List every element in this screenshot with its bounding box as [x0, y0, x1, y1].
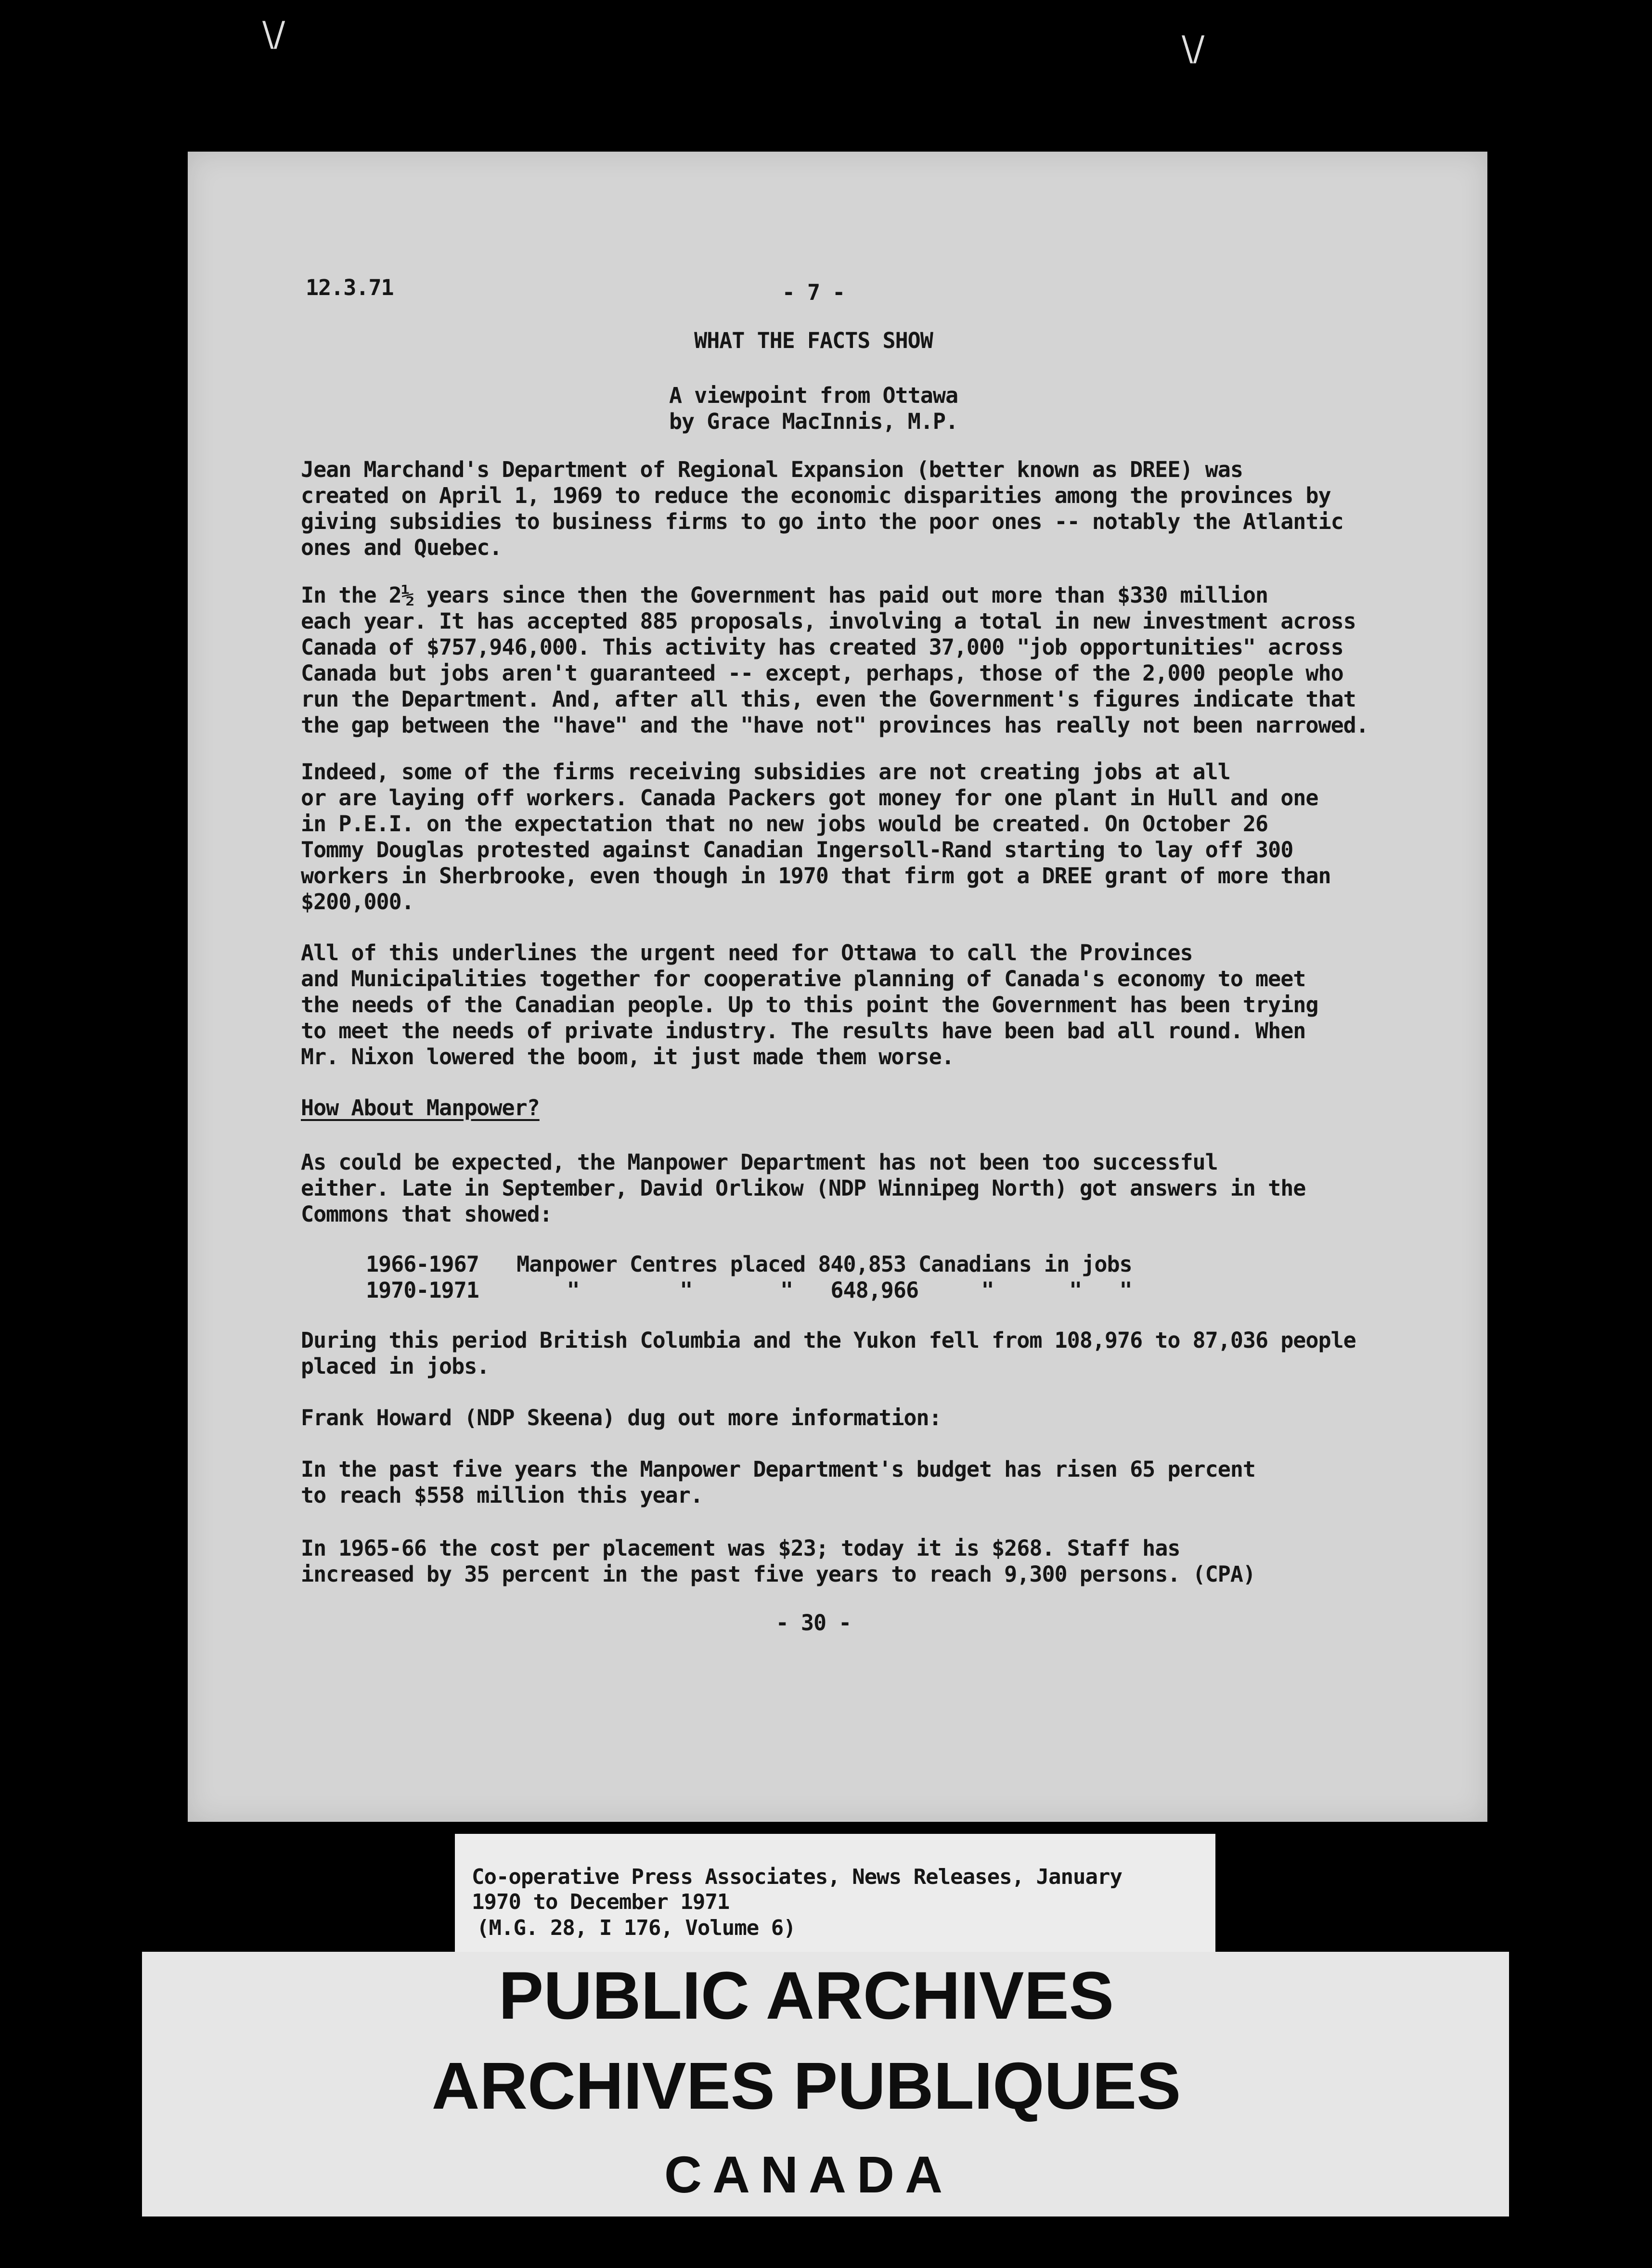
- table-row: 1970-1971 " " " 648,966 " " ": [366, 1277, 1132, 1303]
- label-line-2: 1970 to December 1971: [472, 1890, 730, 1914]
- top-page-number: - 7 -: [782, 280, 845, 305]
- table-row: 1966-1967 Manpower Centres placed 840,853 Canadians in jobs: [366, 1251, 1132, 1277]
- paragraph-period: During this period British Columbia and the Yukon fell from 108,976 to 87,036 people placed in jobs.: [301, 1327, 1356, 1379]
- paragraph-cost: In 1965-66 the cost per placement was $23; today it is $268. Staff has increased by 35 percent in the past five years to reach 9,300 persons. (CPA): [301, 1535, 1256, 1587]
- paragraph-dree-intro: Jean Marchand's Department of Regional Expansion (better known as DREE) was created on April 1, 1969 to reduce the economic disparities among the provinces by giving subsidies to business firms to go into the poor ones -- notably the Atlantic ones and Quebec.: [301, 457, 1343, 560]
- public-archives-stamp: [142, 1952, 1509, 2216]
- archive-reference-label: [455, 1834, 1215, 1959]
- subtitle-author: by Grace MacInnis, M.P.: [669, 409, 958, 434]
- paragraph-government-spending: In the 2½ years since then the Government has paid out more than $330 million each year. It has accepted 885 proposals, involving a total in new investment across Canada of $757,946,000. This activity has created 37,000 "job opportunities" across Canada but jobs aren't guaranteed -- except, perhaps, those of the 2,000 people who run the Department. And, after all this, even the Government's figures indicate that the gap between the "have" and the "have not" provinces has really not been narrowed.: [301, 582, 1368, 738]
- stamp-public-archives: PUBLIC ARCHIVES: [498, 1958, 1114, 2033]
- film-mark-left: \/: [262, 14, 285, 54]
- paragraph-manpower: As could be expected, the Manpower Department has not been too successful either. Late in September, David Orlikow (NDP Winnipeg North) got answers in the Commons that showed:: [301, 1149, 1306, 1227]
- bottom-page-number: - 30 -: [775, 1610, 852, 1636]
- label-line-1: Co-operative Press Associates, News Releases, January: [472, 1865, 1122, 1889]
- subheading-manpower: How About Manpower?: [301, 1095, 540, 1121]
- paragraph-firms-subsidies: Indeed, some of the firms receiving subsidies are not creating jobs at all or are laying off workers. Canada Packers got money for one plant in Hull and one in P.E.I. on the expectation that no new jobs would be created. On October 26 Tommy Douglas protested against Canadian Ingersoll-Rand starting to lay off 300 workers in Sherbrooke, even though in 1970 that firm got a DREE grant of more than $200,000.: [301, 759, 1331, 915]
- paragraph-howard: Frank Howard (NDP Skeena) dug out more information:: [301, 1405, 942, 1430]
- document-date: 12.3.71: [306, 275, 394, 300]
- label-line-3: (M.G. 28, I 176, Volume 6): [477, 1916, 796, 1940]
- paragraph-urgent-need: All of this underlines the urgent need for Ottawa to call the Provinces and Municipalities together for cooperative planning of Canada's economy to meet the needs of the Canadian people. Up to this point the Government has been trying to meet the needs of private industry. The results have been bad all round. When Mr. Nixon lowered the boom, it just made them worse.: [301, 940, 1318, 1070]
- document-page: [188, 152, 1487, 1822]
- stamp-archives-publiques: ARCHIVES PUBLIQUES: [431, 2049, 1181, 2123]
- document-title: WHAT THE FACTS SHOW: [694, 328, 933, 353]
- stamp-canada: CANADA: [664, 2145, 953, 2204]
- paragraph-budget: In the past five years the Manpower Department's budget has risen 65 percent to reach $558 million this year.: [301, 1456, 1256, 1508]
- subtitle-viewpoint: A viewpoint from Ottawa: [669, 383, 958, 408]
- film-mark-right: \/: [1182, 29, 1205, 68]
